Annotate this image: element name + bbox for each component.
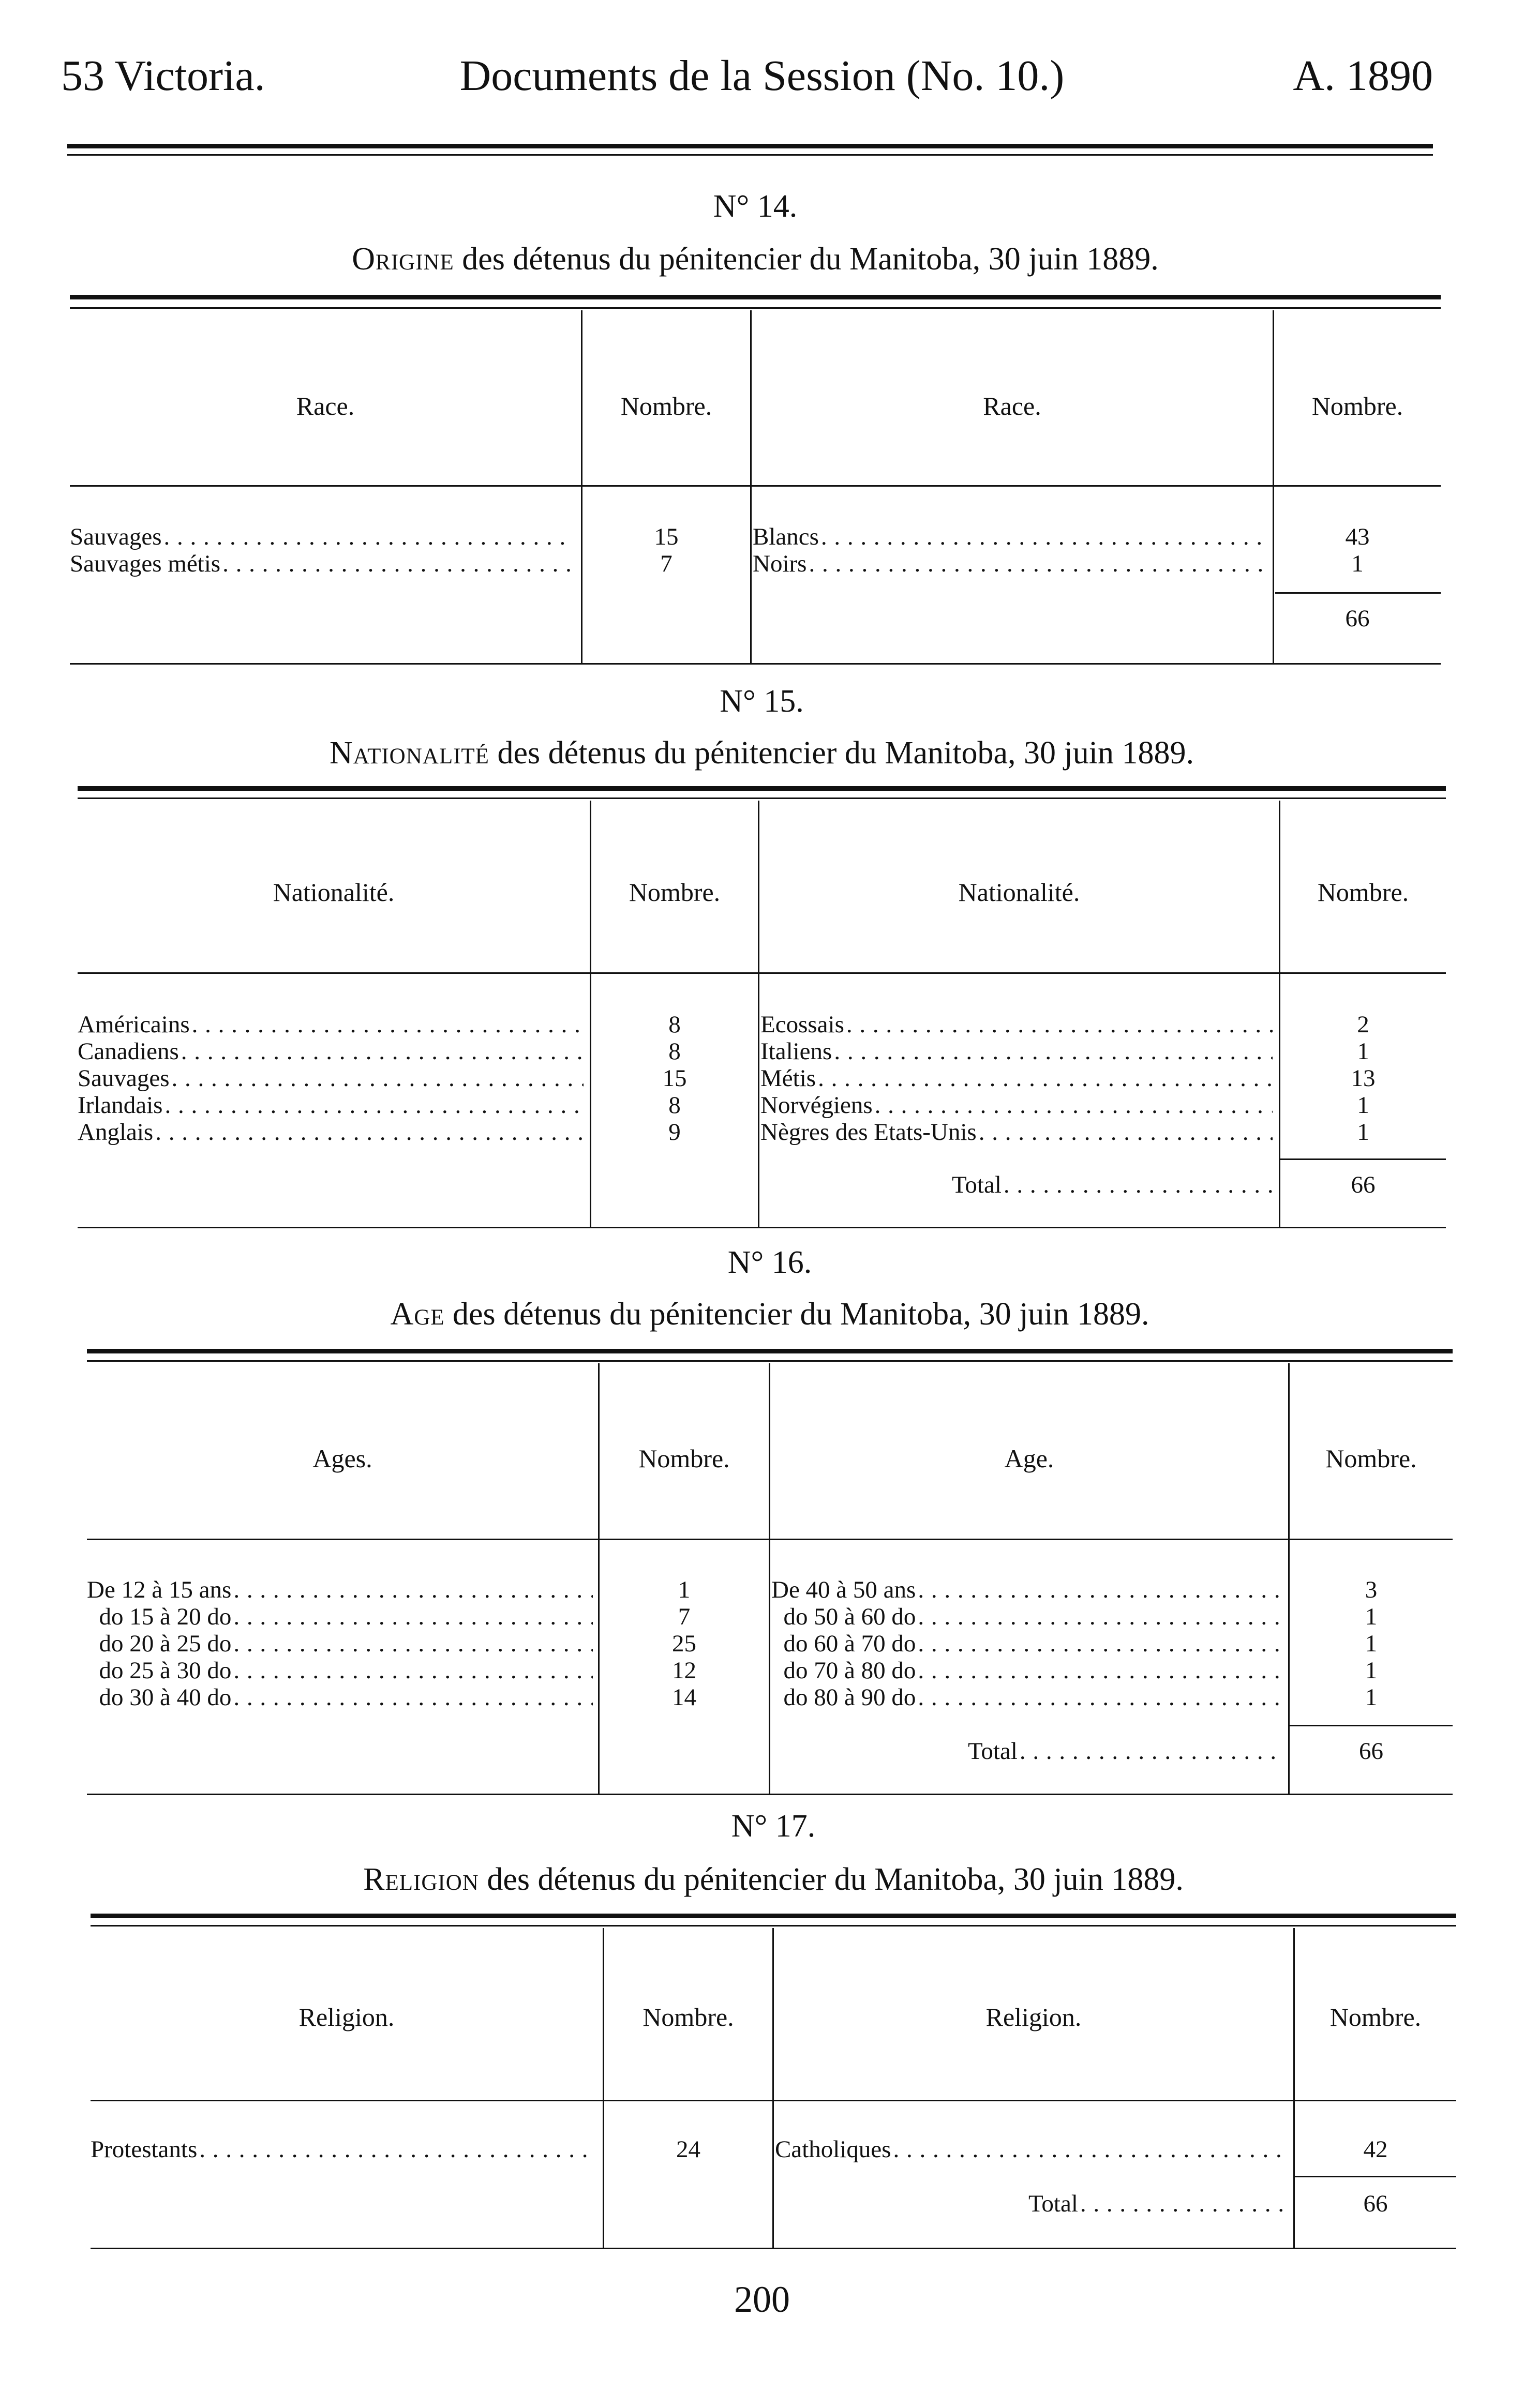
table-top-rule-thin (87, 1360, 1453, 1362)
table-14 (70, 186, 1441, 672)
right-values (1274, 523, 1441, 577)
total-value: 66 (1351, 1171, 1376, 1198)
column-header-nombre: Nombre. (620, 392, 712, 420)
cell-value: 1 (1357, 1038, 1369, 1065)
cell-value: 8 (668, 1092, 681, 1119)
table-row: Catholiques . . . (775, 2136, 1287, 2163)
table-row: De 12 à 15 ans . . . (87, 1576, 593, 1603)
total-rule (1295, 2176, 1456, 2177)
table-row: Italiens . . . (760, 1038, 1273, 1065)
table-row: Américains . . . (78, 1011, 584, 1038)
table-row: do 15 à 20 do . . . (87, 1603, 593, 1630)
right-rows (775, 2136, 1287, 2163)
left-rows (70, 523, 574, 577)
table-row: Norvégiens . . . (760, 1092, 1273, 1119)
column-divider (769, 1363, 770, 1794)
cell-value: 1 (1357, 1092, 1369, 1119)
table-16 (87, 1246, 1453, 1805)
column-header-nationalite: Nationalité. (958, 878, 1080, 907)
table-row: do 20 à 25 do . . . (87, 1630, 593, 1657)
column-header-race: Race. (983, 392, 1041, 420)
table-title-caps: Nationalité (330, 735, 489, 771)
right-rows (771, 1576, 1282, 1711)
total-rule (1290, 1725, 1453, 1726)
cell-value: 15 (654, 523, 679, 550)
table-bottom-rule (91, 2248, 1456, 2249)
running-header-title: Documents de la Session (No. 10.) (459, 52, 1065, 100)
header-divider (78, 972, 1446, 974)
column-header-nombre: Nombre. (643, 2003, 734, 2031)
table-row: Sauvages . . . (78, 1065, 584, 1092)
table-title-rest: des détenus du pénitencier du Manitoba, 30 juin 1889. (444, 1297, 1149, 1332)
table-row: do 50 à 60 do . . . (771, 1603, 1282, 1630)
column-header-nombre: Nombre. (629, 878, 721, 907)
right-rows (760, 1011, 1273, 1146)
total-label: Total (952, 1171, 1002, 1198)
table-row: Sauvages métis . . . (70, 550, 574, 577)
table-row: do 25 à 30 do . . . (87, 1657, 593, 1684)
total-row (786, 1171, 1273, 1198)
column-divider (603, 1928, 604, 2248)
left-values (591, 1011, 758, 1146)
table-bottom-rule (78, 1227, 1446, 1228)
left-values (582, 523, 750, 577)
right-values (1280, 1011, 1446, 1146)
table-row: do 80 à 90 do . . . (771, 1684, 1282, 1711)
running-header-left: 53 Victoria. (61, 52, 265, 100)
cell-value: 1 (678, 1576, 691, 1603)
table-top-rule-thin (78, 797, 1446, 799)
cell-value: 43 (1345, 523, 1370, 550)
cell-value: 13 (1351, 1065, 1376, 1092)
column-header-age: Age. (1004, 1444, 1054, 1473)
table-row: Nègres des Etats-Unis . . . (760, 1119, 1273, 1146)
column-header-nombre: Nombre. (1317, 878, 1409, 907)
table-row: Anglais . . . (78, 1119, 584, 1146)
column-header-nombre: Nombre. (1329, 2003, 1422, 2031)
cell-value: 42 (1363, 2136, 1388, 2163)
column-header-nationalite: Nationalité. (273, 878, 395, 907)
total-rule (1280, 1158, 1446, 1160)
total-row (801, 2190, 1287, 2217)
total-label: Total (968, 1738, 1018, 1765)
header-divider (70, 485, 1441, 487)
cell-value: 9 (668, 1119, 681, 1146)
table-number: N° 14. (713, 189, 798, 224)
table-row: Ecossais . . . (760, 1011, 1273, 1038)
running-header-right: A. 1890 (1293, 52, 1433, 100)
table-title-rest: des détenus du pénitencier du Manitoba, 30 juin 1889. (479, 1862, 1184, 1897)
table-row: Sauvages . . . (70, 523, 574, 550)
table-title-caps: Origine (352, 242, 454, 277)
cell-value: 14 (672, 1684, 696, 1711)
cell-value: 8 (668, 1038, 681, 1065)
right-values (1295, 2136, 1456, 2163)
cell-value: 1 (1365, 1684, 1378, 1711)
table-number: N° 16. (727, 1245, 812, 1280)
cell-value: 25 (672, 1630, 696, 1657)
table-title-caps: Age (390, 1297, 445, 1332)
table-top-rule-thin (91, 1925, 1456, 1927)
table-row: do 60 à 70 do . . . (771, 1630, 1282, 1657)
cell-value: 1 (1351, 550, 1364, 577)
column-divider (758, 801, 759, 1227)
table-row: do 70 à 80 do . . . (771, 1657, 1282, 1684)
table-top-rule (87, 1349, 1453, 1353)
left-rows (78, 1011, 584, 1146)
left-values (600, 1576, 769, 1711)
cell-value: 24 (676, 2136, 700, 2163)
table-15 (78, 683, 1446, 1241)
table-row: De 40 à 50 ans . . . (771, 1576, 1282, 1603)
table-row: Protestants . . . (91, 2136, 596, 2163)
column-header-nombre: Nombre. (638, 1444, 730, 1473)
column-divider (750, 310, 752, 663)
left-rows (91, 2136, 596, 2163)
column-divider (581, 310, 582, 663)
cell-value: 1 (1357, 1119, 1369, 1146)
table-title-rest: des détenus du pénitencier du Manitoba, 30 juin 1889. (489, 735, 1194, 771)
table-title-caps: Religion (363, 1862, 479, 1897)
header-rule-thin (67, 154, 1433, 156)
cell-value: 8 (668, 1011, 681, 1038)
table-row: Blancs . . . (753, 523, 1265, 550)
right-values (1290, 1576, 1453, 1711)
table-title (70, 243, 1441, 275)
table-top-rule (78, 786, 1446, 791)
table-number: N° 15. (720, 684, 804, 719)
cell-value: 1 (1365, 1603, 1378, 1630)
cell-value: 7 (678, 1603, 691, 1630)
table-17 (91, 1810, 1456, 2255)
cell-value: 7 (660, 550, 673, 577)
column-header-race: Race. (296, 392, 355, 420)
left-rows (87, 1576, 593, 1711)
total-row (797, 1738, 1282, 1765)
table-bottom-rule (70, 663, 1441, 665)
header-rule-thick (67, 144, 1433, 148)
page-number: 200 (734, 2279, 790, 2320)
total-value: 66 (1363, 2190, 1388, 2217)
table-row: do 30 à 40 do . . . (87, 1684, 593, 1711)
table-title (91, 1863, 1456, 1895)
cell-value: 15 (662, 1065, 687, 1092)
total-value: 66 (1359, 1738, 1383, 1765)
table-title-rest: des détenus du pénitencier du Manitoba, 30 juin 1889. (454, 242, 1159, 277)
table-number: N° 17. (731, 1809, 816, 1844)
table-row: Métis . . . (760, 1065, 1273, 1092)
left-values (604, 2136, 772, 2163)
table-top-rule-thin (70, 307, 1441, 309)
column-header-nombre: Nombre. (1311, 392, 1403, 420)
column-header-nombre: Nombre. (1325, 1444, 1417, 1473)
table-title (78, 737, 1446, 769)
column-header-religion: Religion. (298, 2003, 395, 2031)
column-header-ages: Ages. (312, 1444, 372, 1473)
total-label: Total (1028, 2190, 1078, 2217)
table-title (87, 1298, 1453, 1330)
table-row: Irlandais . . . (78, 1092, 584, 1119)
table-row: Canadiens . . . (78, 1038, 584, 1065)
table-top-rule (91, 1914, 1456, 1918)
total-rule (1275, 592, 1441, 594)
table-top-rule (70, 295, 1441, 299)
table-row: Noirs . . . (753, 550, 1265, 577)
column-header-religion: Religion. (985, 2003, 1082, 2031)
total-value: 66 (1345, 605, 1370, 632)
cell-value: 1 (1365, 1657, 1378, 1684)
cell-value: 1 (1365, 1630, 1378, 1657)
table-bottom-rule (87, 1794, 1453, 1795)
right-rows (753, 523, 1265, 577)
cell-value: 12 (672, 1657, 696, 1684)
cell-value: 2 (1357, 1011, 1369, 1038)
cell-value: 3 (1365, 1576, 1378, 1603)
column-divider (772, 1928, 774, 2248)
